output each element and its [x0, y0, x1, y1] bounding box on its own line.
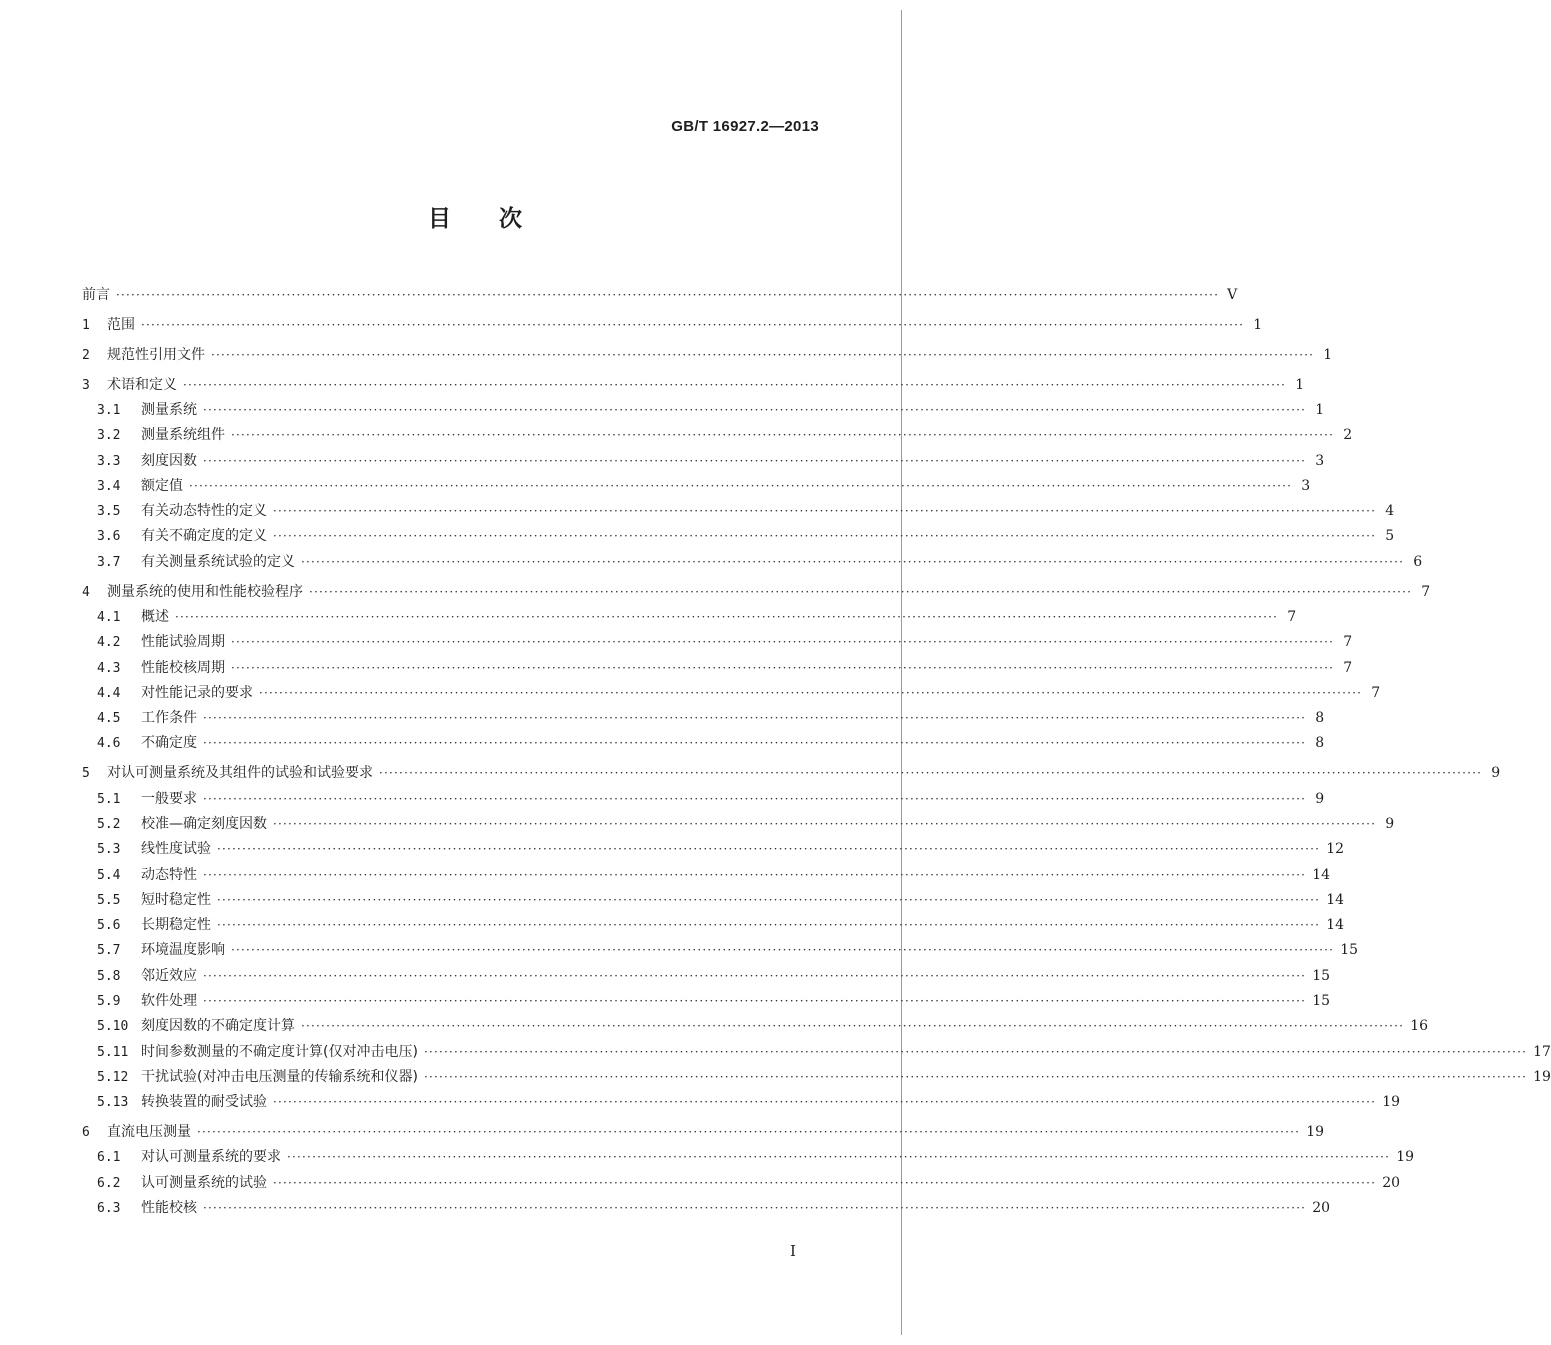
toc-entry-label: 软件处理 [141, 992, 197, 1009]
toc-entry-number: 2 [82, 347, 90, 363]
toc-entry-number: 3.1 [97, 402, 121, 418]
toc-dot-leader: ···························································································································································································································· [287, 1150, 1391, 1165]
toc-entry-page: 1 [1253, 316, 1263, 333]
toc-dot-leader: ···························································································································································································································· [203, 402, 1307, 417]
toc-dot-leader: ···························································································································································································································· [231, 943, 1335, 958]
toc-entry-number: 6 [82, 1125, 90, 1141]
toc-entry[interactable] [82, 1171, 1401, 1196]
toc-dot-leader: ···························································································································································································································· [203, 791, 1307, 806]
toc-entry-page: 7 [1421, 583, 1431, 600]
toc-dot-leader: ···························································································································································································································· [203, 968, 1307, 983]
toc-entry[interactable] [82, 343, 1333, 368]
toc-entry[interactable] [82, 605, 1297, 630]
toc-dot-leader: ···························································································································································································································· [273, 504, 1377, 519]
toc-dot-leader: ···························································································································································································································· [116, 288, 1220, 302]
toc-entry-label: 对认可测量系统及其组件的试验和试验要求 [107, 765, 373, 782]
toc-entry-label: 干扰试验(对冲击电压测量的传输系统和仪器) [141, 1068, 418, 1085]
toc-entry-page: 19 [1306, 1124, 1325, 1141]
toc-entry-number: 1 [82, 317, 90, 333]
toc-entry-number: 3.2 [97, 428, 121, 444]
toc-dot-leader: ···························································································································································································································· [273, 816, 1377, 831]
toc-entry-number: 3.3 [97, 453, 121, 469]
toc-entry-page: 14 [1312, 866, 1331, 883]
toc-entry[interactable] [82, 398, 1325, 423]
toc-entry[interactable] [82, 1120, 1325, 1145]
toc-entry[interactable] [82, 449, 1325, 474]
toc-entry[interactable] [82, 474, 1311, 499]
toc-entry[interactable] [82, 731, 1325, 756]
toc-entry[interactable] [82, 761, 1501, 786]
toc-entry-page: 9 [1315, 790, 1325, 807]
toc-entry-number: 4.5 [97, 711, 121, 727]
toc-entry-number: 5.4 [97, 867, 121, 883]
standard-code: GB/T 16927.2—2013 [671, 118, 819, 135]
toc-entry-page: 14 [1326, 917, 1345, 934]
toc-entry-number: 4.3 [97, 660, 121, 676]
toc-dot-leader: ···························································································································································································································· [301, 554, 1405, 569]
toc-entry-page: 1 [1323, 346, 1333, 363]
toc-entry-number: 3 [82, 377, 90, 393]
toc-dot-leader: ···························································································································································································································· [231, 428, 1335, 443]
toc-dot-leader: ···························································································································································································································· [423, 1044, 1528, 1059]
toc-entry-label: 有关动态特性的定义 [141, 503, 267, 520]
toc-dot-leader: ···························································································································································································································· [379, 766, 1483, 781]
toc-entry-page: 15 [1340, 942, 1359, 959]
toc-entry-label: 邻近效应 [141, 967, 197, 984]
toc-dot-leader: ···························································································································································································································· [273, 1175, 1377, 1190]
toc-entry-number: 5.9 [97, 993, 121, 1009]
page-number: I [790, 1242, 796, 1260]
toc-entry-label: 有关测量系统试验的定义 [141, 553, 295, 570]
toc-entry-number: 5.11 [97, 1044, 129, 1060]
toc-entry-number: 5.13 [97, 1095, 129, 1111]
toc-entry[interactable] [82, 313, 1263, 338]
toc-entry[interactable] [82, 681, 1381, 706]
toc-entry-number: 6.1 [97, 1150, 121, 1166]
toc-dot-leader: ···························································································································································································································· [203, 736, 1307, 751]
toc-dot-leader: ···························································································································································································································· [211, 347, 1315, 362]
toc-entry[interactable] [82, 964, 1331, 989]
toc-entry-page: 6 [1413, 553, 1423, 570]
toc-entry-label: 环境温度影响 [141, 942, 225, 959]
toc-entry-number: 5.8 [97, 968, 121, 984]
toc-dot-leader: ···························································································································································································································· [183, 377, 1287, 392]
toc-entry-page: 8 [1315, 710, 1325, 727]
toc-entry[interactable] [82, 706, 1325, 731]
toc-entry[interactable] [82, 989, 1331, 1014]
toc-entry-page: 7 [1343, 659, 1353, 676]
toc-entry-number: 5.10 [97, 1019, 129, 1035]
toc-entry[interactable] [82, 423, 1353, 448]
toc-entry-page: 9 [1385, 815, 1395, 832]
toc-entry-number: 4.1 [97, 609, 121, 625]
toc-entry-page: 1 [1295, 376, 1305, 393]
toc-entry[interactable] [82, 1014, 1429, 1039]
toc-entry-number: 5.7 [97, 943, 121, 959]
toc-entry-page: 7 [1287, 608, 1297, 625]
toc-entry[interactable] [82, 863, 1331, 888]
toc-entry-number: 3.6 [97, 529, 121, 545]
toc-entry-number: 5.12 [97, 1069, 129, 1085]
toc-entry-label: 不确定度 [141, 735, 197, 752]
toc-entry-page: 4 [1385, 503, 1395, 520]
toc-entry[interactable] [82, 787, 1325, 812]
toc-entry-number: 5.2 [97, 816, 121, 832]
toc-dot-leader: ···························································································································································································································· [309, 584, 1413, 599]
toc-entry[interactable] [82, 1196, 1331, 1221]
toc-entry-number: 5 [82, 766, 90, 782]
toc-entry[interactable] [82, 373, 1305, 398]
toc-entry-page: 3 [1301, 477, 1311, 494]
toc-entry[interactable] [82, 499, 1395, 524]
toc-entry-label: 性能试验周期 [141, 634, 225, 651]
toc-entry[interactable] [82, 837, 1345, 862]
toc-entry-label: 测量系统的使用和性能校验程序 [107, 583, 303, 600]
toc-entry[interactable] [82, 630, 1353, 655]
toc-entry-page: 16 [1410, 1018, 1429, 1035]
toc-dot-leader: ···························································································································································································································· [231, 660, 1335, 675]
toc-dot-leader: ···························································································································································································································· [217, 918, 1321, 933]
toc-entry-number: 3.7 [97, 554, 121, 570]
toc-entry-label: 有关不确定度的定义 [141, 528, 267, 545]
toc-entry-label: 前言 [82, 287, 110, 303]
toc-dot-leader: ···························································································································································································································· [141, 317, 1245, 332]
toc-entry-number: 5.6 [97, 918, 121, 934]
toc-dot-leader: ···························································································································································································································· [203, 867, 1307, 882]
toc-entry[interactable] [82, 550, 1423, 575]
toc-dot-leader: ···························································································································································································································· [259, 685, 1363, 700]
toc-entry-page: 7 [1343, 634, 1353, 651]
toc-entry-label: 性能校核周期 [141, 659, 225, 676]
toc-entry-label: 概述 [141, 608, 169, 625]
toc-entry-page: 5 [1385, 528, 1395, 545]
toc-entry[interactable] [82, 938, 1359, 963]
toc-entry-page: 8 [1315, 735, 1325, 752]
toc-dot-leader: ···························································································································································································································· [203, 1200, 1307, 1215]
toc-entry-label: 直流电压测量 [107, 1124, 191, 1141]
toc-entry-page: 19 [1382, 1094, 1401, 1111]
toc-entry-number: 6.2 [97, 1175, 121, 1191]
toc-entry-label: 动态特性 [141, 866, 197, 883]
toc-entry-number: 3.5 [97, 504, 121, 520]
toc-entry-page: 20 [1312, 1199, 1331, 1216]
toc-entry[interactable] [82, 888, 1345, 913]
toc-dot-leader: ···························································································································································································································· [273, 529, 1377, 544]
toc-entry-page: 12 [1326, 841, 1345, 858]
toc-entry-page: 14 [1326, 891, 1345, 908]
toc-dot-leader: ···························································································································································································································· [423, 1069, 1528, 1084]
toc-entry-number: 3.4 [97, 478, 121, 494]
toc-entry[interactable] [82, 1145, 1415, 1170]
toc-entry[interactable] [82, 1040, 1551, 1065]
toc-dot-leader: ···························································································································································································································· [197, 1125, 1301, 1140]
toc-dot-leader: ···························································································································································································································· [217, 842, 1321, 857]
toc-entry-page: 17 [1533, 1043, 1551, 1060]
toc-entry-label: 规范性引用文件 [107, 346, 205, 363]
toc-entry-label: 刻度因数的不确定度计算 [141, 1018, 295, 1035]
toc-entry-number: 4.4 [97, 685, 121, 701]
toc-entry-label: 测量系统 [141, 401, 197, 418]
toc-entry-label: 术语和定义 [107, 376, 177, 393]
toc-entry-label: 时间参数测量的不确定度计算(仅对冲击电压) [141, 1043, 418, 1060]
toc-dot-leader: ···························································································································································································································· [301, 1019, 1405, 1034]
toc-entry-label: 一般要求 [141, 790, 197, 807]
toc-dot-leader: ···························································································································································································································· [203, 453, 1307, 468]
toc-entry-number: 4.2 [97, 635, 121, 651]
toc-dot-leader: ···························································································································································································································· [203, 993, 1307, 1008]
toc-entry-number: 4.6 [97, 736, 121, 752]
toc-entry-label: 额定值 [141, 477, 183, 494]
toc-entry-label: 刻度因数 [141, 452, 197, 469]
toc-entry[interactable] [82, 524, 1395, 549]
toc-entry-page: 1 [1315, 401, 1325, 418]
toc-entry-label: 对认可测量系统的要求 [141, 1149, 281, 1166]
toc-entry-page: 19 [1533, 1068, 1551, 1085]
toc-entry-label: 测量系统组件 [141, 427, 225, 444]
toc-entry-label: 转换装置的耐受试验 [141, 1094, 267, 1111]
toc-entry-label: 校准—确定刻度因数 [141, 815, 267, 832]
table-of-contents [82, 283, 1551, 1221]
toc-entry[interactable] [82, 1065, 1551, 1090]
toc-entry-number: 5.5 [97, 892, 121, 908]
toc-entry-page: V [1227, 287, 1238, 303]
toc-entry-page: 9 [1491, 765, 1501, 782]
toc-entry-page: 15 [1312, 967, 1331, 984]
toc-entry[interactable] [82, 656, 1353, 681]
toc-entry[interactable] [82, 913, 1345, 938]
page-title: 目次 [428, 206, 570, 232]
toc-entry-page: 3 [1315, 452, 1325, 469]
toc-entry-number: 5.1 [97, 791, 121, 807]
toc-entry-label: 认可测量系统的试验 [141, 1174, 267, 1191]
toc-entry-label: 范围 [107, 316, 135, 333]
toc-entry-label: 性能校核 [141, 1199, 197, 1216]
toc-dot-leader: ···························································································································································································································· [273, 1095, 1377, 1110]
toc-dot-leader: ···························································································································································································································· [231, 635, 1335, 650]
toc-entry-label: 工作条件 [141, 710, 197, 727]
toc-entry-label: 长期稳定性 [141, 917, 211, 934]
toc-entry-page: 7 [1371, 684, 1381, 701]
toc-entry-number: 5.3 [97, 842, 121, 858]
toc-dot-leader: ···························································································································································································································· [175, 609, 1279, 624]
toc-entry[interactable] [82, 812, 1395, 837]
toc-entry-page: 19 [1396, 1149, 1415, 1166]
toc-entry-page: 2 [1343, 427, 1353, 444]
toc-entry-page: 20 [1382, 1174, 1401, 1191]
toc-entry-label: 短时稳定性 [141, 891, 211, 908]
toc-entry[interactable] [82, 283, 1238, 308]
toc-entry-number: 6.3 [97, 1200, 121, 1216]
toc-entry[interactable] [82, 580, 1431, 605]
toc-dot-leader: ···························································································································································································································· [203, 711, 1307, 726]
toc-dot-leader: ···························································································································································································································· [217, 892, 1321, 907]
toc-entry-label: 线性度试验 [141, 841, 211, 858]
toc-entry-page: 15 [1312, 992, 1331, 1009]
toc-entry-number: 4 [82, 584, 90, 600]
toc-entry[interactable] [82, 1090, 1401, 1115]
toc-dot-leader: ···························································································································································································································· [189, 478, 1293, 493]
toc-entry-label: 对性能记录的要求 [141, 684, 253, 701]
